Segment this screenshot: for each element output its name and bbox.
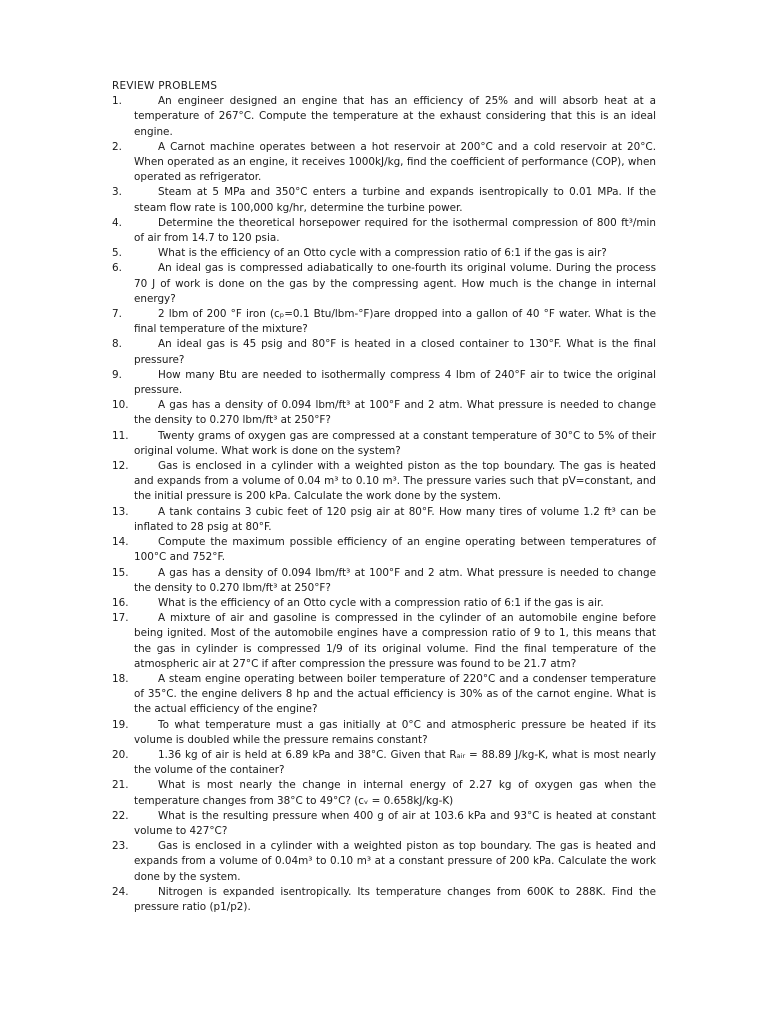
problem-text bbox=[134, 185, 656, 215]
problem-item bbox=[112, 672, 656, 718]
problem-text bbox=[134, 307, 656, 337]
problem-number: 14. bbox=[112, 536, 129, 549]
problem-text bbox=[134, 611, 656, 672]
problem-item bbox=[112, 459, 656, 505]
problem-text bbox=[134, 809, 656, 839]
problem-number: 21. bbox=[112, 779, 129, 792]
problem-text-content: A steam engine operating between boiler temperature of 220°C and a condenser temperature of 35°C. the engine delivers 8 hp and the actual efficiency is 30% as of the carnot engine. What is the actual efficiency of the engine? bbox=[134, 672, 656, 716]
problem-text bbox=[134, 839, 656, 885]
problem-number: 6. bbox=[112, 262, 122, 275]
problem-text-content: Compute the maximum possible efficiency of an engine operating between temperatures of 100°C and 752°F. bbox=[134, 536, 656, 564]
problem-item bbox=[112, 748, 656, 778]
page-heading: REVIEW PROBLEMS bbox=[112, 80, 218, 92]
problem-number: 5. bbox=[112, 247, 122, 260]
problem-text bbox=[134, 337, 656, 367]
problem-item bbox=[112, 611, 656, 672]
problem-number: 19. bbox=[112, 718, 129, 731]
problem-text bbox=[134, 718, 656, 748]
problem-text-content: Nitrogen is expanded isentropically. Its temperature changes from 600K to 288K. Find the pressure ratio (p1/p2). bbox=[134, 885, 656, 913]
problem-item bbox=[112, 429, 656, 459]
problem-number: 1. bbox=[112, 95, 122, 108]
problem-text-content: Steam at 5 MPa and 350°C enters a turbine and expands isentropically to 0.01 MPa. If the steam flow rate is 100,000 kg/hr, determine the turbine power. bbox=[134, 186, 656, 214]
problem-text-content: What is the efficiency of an Otto cycle with a compression ratio of 6:1 if the gas is air? bbox=[158, 247, 607, 260]
problem-text-content: An ideal gas is compressed adiabatically to one-fourth its original volume. During the process 70 J of work is done on the gas by the compressing agent. How much is the change in internal energy? bbox=[134, 262, 656, 305]
problem-number: 12. bbox=[112, 460, 129, 473]
problem-text-content: A gas has a density of 0.094 lbm/ft³ at 100°F and 2 atm. What pressure is needed to change the density to 0.270 lbm/ft³ at 250°F? bbox=[134, 566, 656, 594]
problem-text bbox=[134, 748, 656, 778]
problem-number: 3. bbox=[112, 186, 122, 199]
problem-number: 11. bbox=[112, 429, 129, 442]
problem-text-content: Twenty grams of oxygen gas are compressed at a constant temperature of 30°C to 5% of their original volume. What work is done on the system? bbox=[134, 429, 656, 457]
problem-number: 22. bbox=[112, 809, 129, 822]
problem-item bbox=[112, 535, 656, 565]
problem-text bbox=[134, 505, 656, 535]
problem-text-content: How many Btu are needed to isothermally compress 4 lbm of 240°F air to twice the original pressure. bbox=[134, 368, 656, 397]
problem-item bbox=[112, 246, 656, 261]
problem-text bbox=[134, 368, 656, 398]
problem-text-content: An ideal gas is 45 psig and 80°F is heated in a closed container to 130°F. What is the final pressure? bbox=[134, 338, 656, 366]
problem-number: 15. bbox=[112, 566, 129, 579]
problem-number: 17. bbox=[112, 612, 129, 625]
problem-item bbox=[112, 718, 656, 748]
problem-text bbox=[134, 140, 656, 186]
problem-list bbox=[112, 94, 656, 915]
problem-item bbox=[112, 368, 656, 398]
problem-number: 24. bbox=[112, 885, 129, 898]
problem-text bbox=[134, 246, 656, 261]
problem-text-content: To what temperature must a gas initially at 0°C and atmospheric pressure be heated if its volume is doubled while the pressure remains constant? bbox=[134, 718, 656, 746]
problem-item bbox=[112, 94, 656, 140]
problem-item bbox=[112, 185, 656, 215]
problem-text bbox=[134, 94, 656, 140]
problem-number: 10. bbox=[112, 399, 129, 412]
problem-number: 23. bbox=[112, 840, 129, 853]
problem-text bbox=[134, 596, 656, 611]
review-problems-page bbox=[112, 79, 656, 915]
problem-text bbox=[134, 261, 656, 307]
problem-text bbox=[134, 672, 656, 718]
problem-item bbox=[112, 596, 656, 611]
problem-text-content: 2 lbm of 200 °F iron (cₚ=0.1 Btu/lbm-°F)are dropped into a gallon of 40 °F water. What is the final temperature of the mixture? bbox=[134, 308, 656, 336]
problem-text-content: Gas is enclosed in a cylinder with a weighted piston as the top boundary. The gas is heated and expands from a volume of 0.04 m³ to 0.10 m³. The pressure varies such that pV=constant, and the initial pressure is 200 kPa. Calculate the work done by the system. bbox=[134, 460, 656, 503]
problem-text-content: A tank contains 3 cubic feet of 120 psig air at 80°F. How many tires of volume 1.2 ft³ can be inflated to 28 psig at 80°F. bbox=[134, 505, 656, 533]
problem-text-content: What is the resulting pressure when 400 g of air at 103.6 kPa and 93°C is heated at constant volume to 427°C? bbox=[134, 809, 656, 837]
problem-item bbox=[112, 307, 656, 337]
problem-number: 20. bbox=[112, 748, 129, 761]
problem-item bbox=[112, 398, 656, 428]
problem-number: 9. bbox=[112, 368, 122, 381]
problem-item bbox=[112, 778, 656, 808]
problem-text bbox=[134, 885, 656, 915]
problem-text bbox=[134, 216, 656, 246]
problem-text bbox=[134, 429, 656, 459]
problem-item bbox=[112, 505, 656, 535]
problem-number: 16. bbox=[112, 596, 129, 609]
problem-item bbox=[112, 809, 656, 839]
problem-item bbox=[112, 566, 656, 596]
problem-text bbox=[134, 459, 656, 505]
problem-item bbox=[112, 337, 656, 367]
problem-item bbox=[112, 885, 656, 915]
problem-text bbox=[134, 778, 656, 808]
problem-text-content: A gas has a density of 0.094 lbm/ft³ at 100°F and 2 atm. What pressure is needed to change the density to 0.270 lbm/ft³ at 250°F? bbox=[134, 399, 656, 427]
problem-text-content: Determine the theoretical horsepower required for the isothermal compression of 800 ft³/min of air from 14.7 to 120 psia. bbox=[134, 216, 656, 245]
problem-number: 7. bbox=[112, 308, 122, 321]
problem-text-content: An engineer designed an engine that has an efficiency of 25% and will absorb heat at a temperature of 267°C. Compute the temperature at the exhaust considering that this is an ideal engine. bbox=[134, 95, 656, 138]
problem-number: 4. bbox=[112, 216, 122, 229]
problem-text bbox=[134, 566, 656, 596]
problem-text bbox=[134, 535, 656, 565]
problem-text-content: Gas is enclosed in a cylinder with a weighted piston as top boundary. The gas is heated and expands from a volume of 0.04m³ to 0.10 m³ at a constant pressure of 200 kPa. Calculate the work done by the system. bbox=[134, 840, 656, 883]
problem-text-content: What is the efficiency of an Otto cycle with a compression ratio of 6:1 if the gas is air. bbox=[158, 596, 604, 609]
problem-number: 8. bbox=[112, 338, 122, 351]
problem-item bbox=[112, 140, 656, 186]
problem-text-content: What is most nearly the change in internal energy of 2.27 kg of oxygen gas when the temperature changes from 38°C to 49°C? (cᵥ = 0.658kJ/kg-K) bbox=[134, 779, 656, 807]
problem-item bbox=[112, 261, 656, 307]
problem-number: 2. bbox=[112, 140, 122, 153]
problem-item bbox=[112, 216, 656, 246]
problem-text-content: A Carnot machine operates between a hot reservoir at 200°C and a cold reservoir at 20°C. When operated as an engine, it receives 1000kJ/kg, find the coefficient of performance (COP), when operated as refrigerator. bbox=[134, 140, 656, 184]
problem-number: 13. bbox=[112, 505, 129, 518]
problem-item bbox=[112, 839, 656, 885]
problem-text-content: A mixture of air and gasoline is compressed in the cylinder of an automobile engine before being ignited. Most of the automobile engines have a compression ratio of 9 to 1, this means that the gas in cylinder is compressed 1/9 of its original volume. Find the final temperature of the atmospheric air at 27°C if after compression the pressure was found to be 21.7 atm? bbox=[134, 612, 656, 670]
problem-text bbox=[134, 398, 656, 428]
problem-number: 18. bbox=[112, 672, 129, 685]
problem-text-content: 1.36 kg of air is held at 6.89 kPa and 38°C. Given that Rₐᵢᵣ = 88.89 J/kg-K, what is most nearly the volume of the container? bbox=[134, 748, 656, 777]
